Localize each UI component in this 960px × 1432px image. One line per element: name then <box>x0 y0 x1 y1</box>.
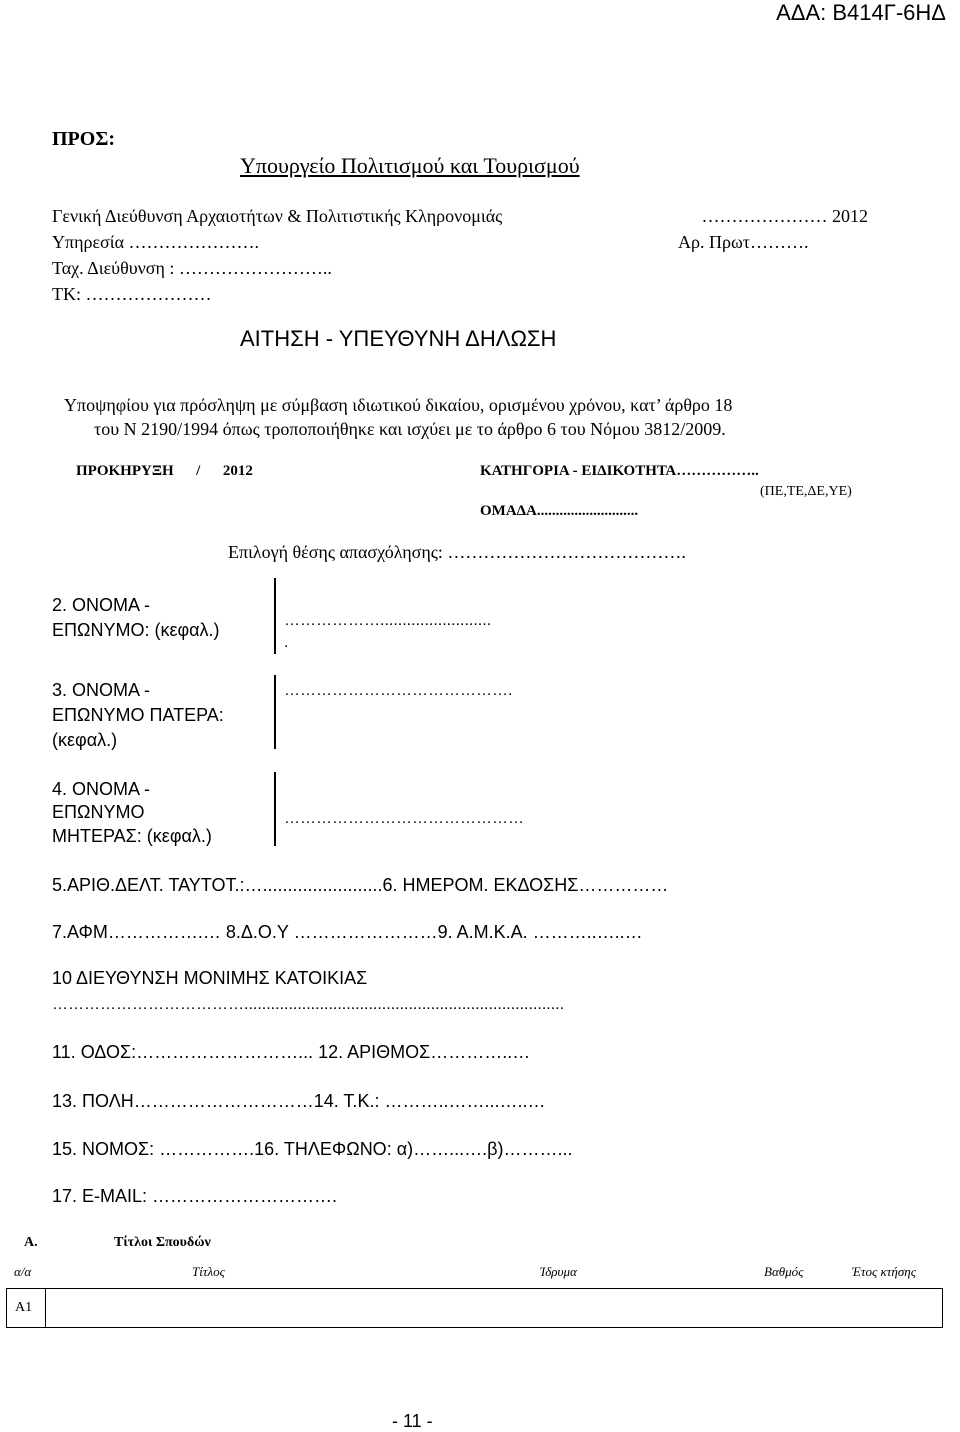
position-choice-line: Επιλογή θέσης απασχόλησης: …………………………………. <box>228 542 686 562</box>
father-name-label-3: (κεφαλ.) <box>52 730 118 750</box>
header-title: Τίτλος <box>192 1264 225 1279</box>
row-content-cell[interactable] <box>46 1289 943 1328</box>
form-title: ΑΙΤΗΣΗ - ΥΠΕΥΘΥΝΗ ΔΗΛΩΣΗ <box>240 326 557 351</box>
intro-line-1: Υποψηφίου για πρόσληψη με σύμβαση ιδιωτικού δικαίου, ορισμένου χρόνου, κατ’ άρθρο 18 <box>64 395 733 415</box>
postcode-line: ΤΚ: ………………… <box>52 284 212 304</box>
section-letter: Α. <box>24 1235 38 1250</box>
father-name-value[interactable]: ……………………………………. <box>284 682 513 699</box>
city-line[interactable]: 13. ΠΟΛΗ…………………………14. Τ.Κ.: ………..……...…..… <box>52 1091 546 1111</box>
father-name-divider <box>274 675 276 749</box>
category-line: ΚΑΤΗΓΟΡΙΑ - ΕΙΔΙΚΟΤΗΤΑ…………….. <box>480 463 759 479</box>
mother-name-label-2: ΕΠΩΝΥΜΟ <box>52 802 145 822</box>
address-value-line[interactable]: ………………………………........................................................................ <box>52 996 565 1013</box>
header-aa: α/α <box>14 1264 32 1279</box>
father-name-label-1: 3. ΟΝΟΜΑ - <box>52 680 151 700</box>
row-id-cell: Α1 <box>7 1289 46 1328</box>
section-title: Τίτλοι Σπουδών <box>114 1235 211 1250</box>
field-name-label-2: ΕΠΩΝΥΜΟ: (κεφαλ.) <box>52 620 220 640</box>
category-note: (ΠΕ,ΤΕ,ΔΕ,ΥΕ) <box>760 484 852 499</box>
header-grade: Βαθμός <box>764 1264 804 1279</box>
announcement-line: ΠΡΟΚΗΡΥΞΗ / 2012 <box>76 463 253 479</box>
directorate-line: Γενική Διεύθυνση Αρχαιοτήτων & Πολιτιστικής Κληρονομιάς <box>52 206 503 226</box>
document-code: ΑΔΑ: Β414Γ-6ΗΔ <box>776 0 946 25</box>
address-heading: 10 ΔΙΕΥΘΥΝΣΗ ΜΟΝΙΜΗΣ ΚΑΤΟΙΚΙΑΣ <box>52 968 368 988</box>
group-line: ΟΜΑΔΑ........................... <box>480 503 639 519</box>
date-line: ………………… 2012 <box>701 206 868 226</box>
street-line[interactable]: 11. ΟΔΟΣ:………………………... 12. ΑΡΙΘΜΟΣ…………..… <box>52 1042 531 1062</box>
postal-address-line: Ταχ. Διεύθυνση : …………………….. <box>52 258 332 278</box>
protocol-line: Αρ. Πρωτ………. <box>678 232 809 252</box>
field-name-value-end: . <box>284 634 289 651</box>
mother-name-divider <box>274 772 276 846</box>
ministry-name: Υπουργείο Πολιτισμού και Τουρισμού <box>240 153 580 178</box>
intro-line-2: του Ν 2190/1994 όπως τροποποιήθηκε και ισχύει με το άρθρο 6 του Νόμου 3812/2009. <box>94 419 726 439</box>
header-year: Έτος κτήσης <box>852 1264 916 1279</box>
page-number: - 11 - <box>392 1411 433 1431</box>
field-name-divider <box>274 578 276 654</box>
father-name-label-2: ΕΠΩΝΥΜΟ ΠΑΤΕΡΑ: <box>52 705 224 725</box>
mother-name-label-1: 4. ΟΝΟΜΑ - <box>52 779 151 799</box>
email-line[interactable]: 17. E-MAIL: …………………………. <box>52 1186 338 1206</box>
tax-line[interactable]: 7.ΑΦΜ…………….… 8.Δ.Ο.Υ ……………………9. Α.Μ.Κ.Α. ………..…..… <box>52 922 643 942</box>
field-name-value[interactable]: ………………......................... <box>284 612 492 629</box>
mother-name-label-3: ΜΗΤΕΡΑΣ: (κεφαλ.) <box>52 826 212 846</box>
id-card-line[interactable]: 5.ΑΡΙΘ.ΔΕΛΤ. ΤΑΥΤΟΤ.:…........................6. ΗΜΕΡΟΜ. ΕΚΔΟΣΗΣ…………… <box>52 875 669 895</box>
prefecture-phone-line[interactable]: 15. ΝΟΜΟΣ: …………….16. ΤΗΛΕΦΩΝΟ: α)……...….β)………... <box>52 1139 573 1159</box>
field-name-label-1: 2. ΟΝΟΜΑ - <box>52 595 151 615</box>
to-label: ΠΡΟΣ: <box>52 128 116 150</box>
mother-name-value[interactable]: ……………………………………… <box>284 810 524 827</box>
studies-table <box>6 1288 943 1328</box>
table-row <box>7 1289 943 1328</box>
service-line: Υπηρεσία …………………. <box>52 232 260 252</box>
header-institution: Ίδρυμα <box>540 1264 577 1279</box>
